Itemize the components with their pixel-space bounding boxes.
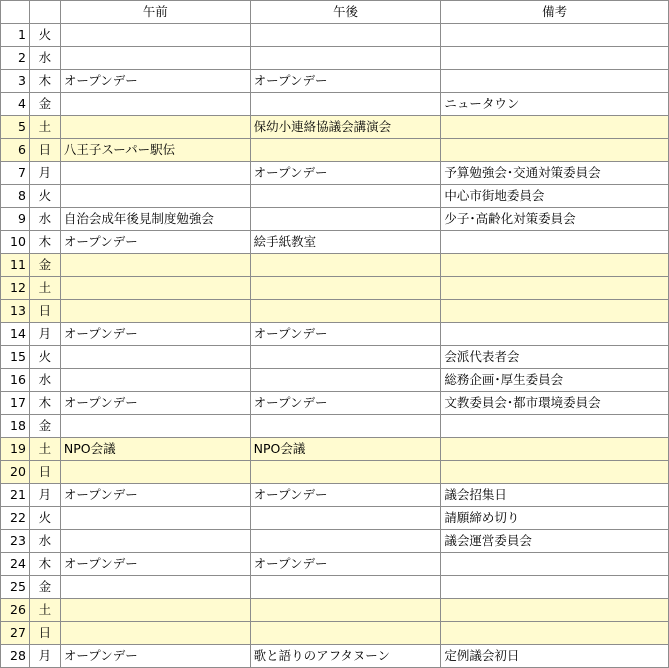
afternoon-cell[interactable]: オープンデー [250,323,441,346]
day-cell[interactable]: 5 [1,116,30,139]
afternoon-cell[interactable]: 歌と語りのアフタヌーン [250,645,441,668]
afternoon-cell[interactable] [250,507,441,530]
weekday-cell[interactable]: 木 [29,231,60,254]
table-row [1,576,669,599]
morning-cell[interactable]: オープンデー [60,392,250,415]
table-row [1,438,669,461]
table-row [1,231,669,254]
notes-cell[interactable] [441,461,669,484]
afternoon-cell[interactable] [250,346,441,369]
notes-cell[interactable]: ニュータウン [441,93,669,116]
notes-cell[interactable] [441,576,669,599]
weekday-cell[interactable]: 月 [29,162,60,185]
morning-cell[interactable]: 自治会成年後見制度勉強会 [60,208,250,231]
day-cell[interactable]: 13 [1,300,30,323]
weekday-cell[interactable]: 月 [29,645,60,668]
morning-cell[interactable] [60,300,250,323]
morning-cell[interactable] [60,93,250,116]
weekday-cell[interactable]: 火 [29,24,60,47]
afternoon-cell[interactable]: オープンデー [250,553,441,576]
table-row [1,599,669,622]
weekday-cell[interactable]: 土 [29,277,60,300]
day-cell[interactable]: 3 [1,70,30,93]
weekday-cell[interactable]: 月 [29,323,60,346]
notes-cell[interactable]: 中心市街地委員会 [441,185,669,208]
weekday-cell[interactable]: 金 [29,93,60,116]
afternoon-cell[interactable] [250,576,441,599]
day-cell[interactable]: 1 [1,24,30,47]
morning-cell[interactable] [60,576,250,599]
weekday-cell[interactable]: 日 [29,461,60,484]
morning-cell[interactable] [60,185,250,208]
table-row [1,530,669,553]
notes-cell[interactable]: 議会運営委員会 [441,530,669,553]
afternoon-cell[interactable] [250,208,441,231]
morning-cell[interactable]: オープンデー [60,553,250,576]
day-cell[interactable]: 2 [1,47,30,70]
table-row [1,24,669,47]
notes-cell[interactable] [441,553,669,576]
header-notes: 備考 [441,1,669,24]
weekday-cell[interactable]: 金 [29,254,60,277]
schedule-body [1,1,669,668]
weekday-cell[interactable]: 土 [29,599,60,622]
weekday-cell[interactable]: 火 [29,185,60,208]
notes-cell[interactable] [441,139,669,162]
table-row [1,553,669,576]
header-morning: 午前 [60,1,250,24]
morning-cell[interactable] [60,277,250,300]
morning-cell[interactable]: オープンデー [60,70,250,93]
day-cell[interactable]: 24 [1,553,30,576]
header-weekday [29,1,60,24]
day-cell[interactable]: 7 [1,162,30,185]
day-cell[interactable]: 28 [1,645,30,668]
day-cell[interactable]: 23 [1,530,30,553]
weekday-cell[interactable]: 日 [29,622,60,645]
afternoon-cell[interactable]: NPO会議 [250,438,441,461]
afternoon-cell[interactable]: オープンデー [250,392,441,415]
table-row [1,507,669,530]
morning-cell[interactable] [60,24,250,47]
morning-cell[interactable] [60,346,250,369]
notes-cell[interactable] [441,415,669,438]
table-row [1,70,669,93]
table-row [1,185,669,208]
table-row [1,93,669,116]
afternoon-cell[interactable] [250,24,441,47]
weekday-cell[interactable]: 水 [29,208,60,231]
day-cell[interactable]: 17 [1,392,30,415]
table-row [1,461,669,484]
day-cell[interactable]: 18 [1,415,30,438]
day-cell[interactable]: 26 [1,599,30,622]
notes-cell[interactable]: 総務企画･厚生委員会 [441,369,669,392]
day-cell[interactable]: 9 [1,208,30,231]
weekday-cell[interactable]: 土 [29,438,60,461]
weekday-cell[interactable]: 木 [29,553,60,576]
notes-cell[interactable] [441,599,669,622]
day-cell[interactable]: 21 [1,484,30,507]
afternoon-cell[interactable]: 保幼小連絡協議会講演会 [250,116,441,139]
table-row [1,254,669,277]
afternoon-cell[interactable] [250,599,441,622]
afternoon-cell[interactable] [250,93,441,116]
weekday-cell[interactable]: 水 [29,47,60,70]
morning-cell[interactable] [60,530,250,553]
morning-cell[interactable] [60,47,250,70]
afternoon-cell[interactable] [250,415,441,438]
afternoon-cell[interactable] [250,461,441,484]
notes-cell[interactable] [441,254,669,277]
day-cell[interactable]: 10 [1,231,30,254]
afternoon-cell[interactable] [250,139,441,162]
notes-cell[interactable]: 議会招集日 [441,484,669,507]
afternoon-cell[interactable] [250,300,441,323]
table-row [1,277,669,300]
morning-cell[interactable] [60,622,250,645]
afternoon-cell[interactable]: オープンデー [250,70,441,93]
morning-cell[interactable]: 八王子スーパー駅伝 [60,139,250,162]
day-cell[interactable]: 22 [1,507,30,530]
table-row [1,415,669,438]
weekday-cell[interactable]: 火 [29,507,60,530]
morning-cell[interactable] [60,415,250,438]
day-cell[interactable]: 4 [1,93,30,116]
table-row [1,300,669,323]
notes-cell[interactable] [441,438,669,461]
table-row [1,47,669,70]
morning-cell[interactable]: オープンデー [60,323,250,346]
table-row [1,208,669,231]
morning-cell[interactable] [60,162,250,185]
table-row [1,484,669,507]
table-row [1,116,669,139]
notes-cell[interactable] [441,300,669,323]
morning-cell[interactable] [60,461,250,484]
weekday-cell[interactable]: 土 [29,116,60,139]
morning-cell[interactable]: オープンデー [60,231,250,254]
notes-cell[interactable] [441,323,669,346]
weekday-cell[interactable]: 水 [29,369,60,392]
notes-cell[interactable] [441,24,669,47]
table-row [1,645,669,668]
notes-cell[interactable] [441,231,669,254]
notes-cell[interactable]: 定例議会初日 [441,645,669,668]
morning-cell[interactable] [60,116,250,139]
afternoon-cell[interactable] [250,185,441,208]
morning-cell[interactable]: NPO会議 [60,438,250,461]
morning-cell[interactable] [60,369,250,392]
afternoon-cell[interactable] [250,254,441,277]
notes-cell[interactable]: 請願締め切り [441,507,669,530]
afternoon-cell[interactable]: オープンデー [250,484,441,507]
afternoon-cell[interactable] [250,622,441,645]
afternoon-cell[interactable]: オープンデー [250,162,441,185]
notes-cell[interactable] [441,116,669,139]
header-row [1,1,669,24]
header-afternoon: 午後 [250,1,441,24]
table-row [1,392,669,415]
afternoon-cell[interactable]: 絵手紙教室 [250,231,441,254]
morning-cell[interactable] [60,507,250,530]
weekday-cell[interactable]: 日 [29,139,60,162]
weekday-cell[interactable]: 水 [29,530,60,553]
weekday-cell[interactable]: 日 [29,300,60,323]
notes-cell[interactable] [441,70,669,93]
afternoon-cell[interactable] [250,530,441,553]
table-row [1,346,669,369]
day-cell[interactable]: 6 [1,139,30,162]
afternoon-cell[interactable] [250,47,441,70]
notes-cell[interactable]: 会派代表者会 [441,346,669,369]
morning-cell[interactable] [60,254,250,277]
notes-cell[interactable] [441,277,669,300]
weekday-cell[interactable]: 木 [29,70,60,93]
table-row [1,622,669,645]
afternoon-cell[interactable] [250,277,441,300]
notes-cell[interactable]: 少子･高齢化対策委員会 [441,208,669,231]
day-cell[interactable]: 27 [1,622,30,645]
notes-cell[interactable] [441,47,669,70]
day-cell[interactable]: 20 [1,461,30,484]
day-cell[interactable]: 12 [1,277,30,300]
notes-cell[interactable]: 文教委員会･都市環境委員会 [441,392,669,415]
day-cell[interactable]: 16 [1,369,30,392]
afternoon-cell[interactable] [250,369,441,392]
day-cell[interactable]: 11 [1,254,30,277]
table-row [1,369,669,392]
day-cell[interactable]: 15 [1,346,30,369]
morning-cell[interactable]: オープンデー [60,484,250,507]
weekday-cell[interactable]: 金 [29,576,60,599]
weekday-cell[interactable]: 金 [29,415,60,438]
morning-cell[interactable]: オープンデー [60,645,250,668]
weekday-cell[interactable]: 火 [29,346,60,369]
table-row [1,162,669,185]
day-cell[interactable]: 14 [1,323,30,346]
day-cell[interactable]: 8 [1,185,30,208]
header-day [1,1,30,24]
table-row [1,323,669,346]
table-row [1,139,669,162]
weekday-cell[interactable]: 月 [29,484,60,507]
weekday-cell[interactable]: 木 [29,392,60,415]
morning-cell[interactable] [60,599,250,622]
day-cell[interactable]: 19 [1,438,30,461]
notes-cell[interactable]: 予算勉強会･交通対策委員会 [441,162,669,185]
day-cell[interactable]: 25 [1,576,30,599]
notes-cell[interactable] [441,622,669,645]
